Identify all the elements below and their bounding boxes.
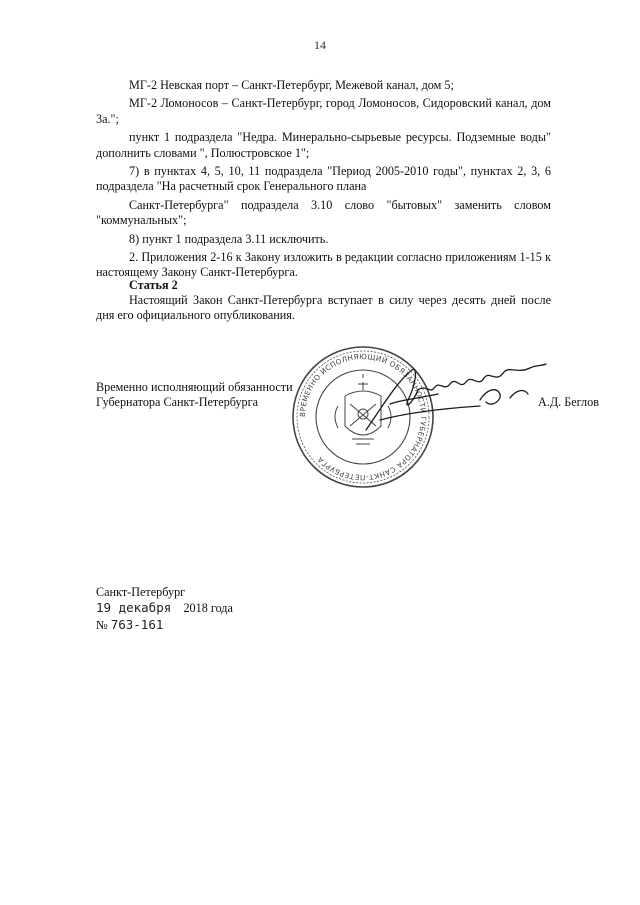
paragraph-4: 7) в пунктах 4, 5, 10, 11 подраздела "Период 2005-2010 годы", пунктах 2, 3, 6 подраздела "На расчетный срок Генерального плана bbox=[96, 164, 551, 194]
paragraph-1: МГ-2 Невская порт – Санкт-Петербург, Межевой канал, дом 5; bbox=[129, 78, 454, 92]
paragraph-3: пункт 1 подраздела "Недра. Минерально-сырьевые ресурсы. Подземные воды" дополнить словами ", Полюстровское 1"; bbox=[96, 130, 551, 160]
footer-city: Санкт-Петербург bbox=[96, 585, 186, 599]
signatory-title bbox=[96, 380, 293, 411]
article-heading: Статья 2 bbox=[129, 278, 178, 292]
footer-block bbox=[96, 585, 233, 633]
footer-date bbox=[96, 600, 233, 616]
paragraph-5: Санкт-Петербурга" подраздела 3.10 слово "бытовых" заменить словом "коммунальных"; bbox=[96, 197, 551, 228]
footer-number-prefix: № bbox=[96, 617, 108, 632]
paragraph-2: МГ-2 Ломоносов – Санкт-Петербург, город Ломоносов, Сидоровский канал, дом 3а."; bbox=[96, 96, 551, 126]
footer-date-day-month: 19 декабря bbox=[96, 600, 172, 616]
seal-ring-text: ВРЕМЕННО ИСПОЛНЯЮЩИЙ ОБЯЗАННОСТИ ГУБЕРНАТОРА САНКТ-ПЕТЕРБУРГА bbox=[297, 351, 429, 483]
footer-number-value: 763-161 bbox=[110, 616, 164, 632]
paragraph-7: 2. Приложения 2-16 к Закону изложить в редакции согласно приложениям 1-15 к настоящему Закону Санкт-Петербурга. bbox=[96, 250, 551, 280]
signatory-line-1: Временно исполняющий обязанности bbox=[96, 380, 293, 394]
page-number: 14 bbox=[314, 38, 326, 52]
signatory-line-2: Губернатора Санкт-Петербурга bbox=[96, 395, 259, 410]
footer-date-year: 2018 года bbox=[183, 601, 233, 616]
handwritten-signature-icon bbox=[360, 360, 550, 440]
body-text bbox=[96, 78, 551, 284]
signer-name: А.Д. Беглов bbox=[538, 395, 599, 409]
article-text: Настоящий Закон Санкт-Петербурга вступает в силу через десять дней после дня его официального опубликования. bbox=[96, 293, 551, 323]
paragraph-6: 8) пункт 1 подраздела 3.11 исключить. bbox=[129, 231, 329, 246]
footer-number bbox=[96, 617, 233, 633]
